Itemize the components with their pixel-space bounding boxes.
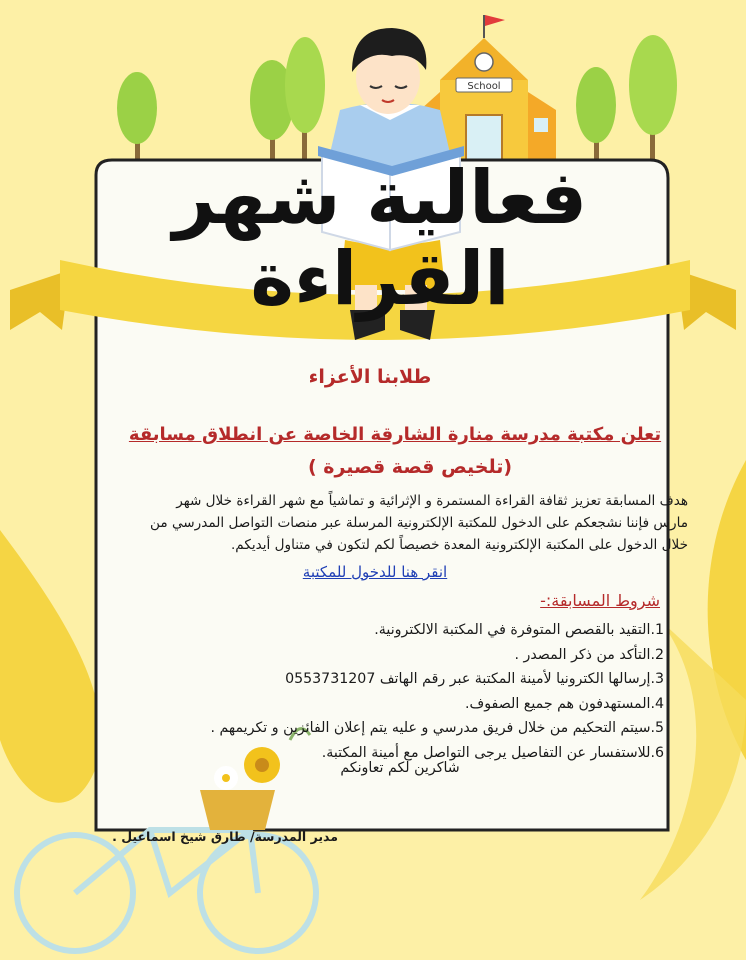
condition-item: 3.إرسالها الكترونيا لأمينة المكتبة عبر رقم الهاتف 0553731207 bbox=[285, 671, 664, 687]
signature: مدير المدرسة/ طارق شيخ اسماعيل . bbox=[112, 829, 338, 844]
announcement: تعلن مكتبة مدرسة منارة الشارقة الخاصة عن انطلاق مسابقة bbox=[128, 424, 662, 445]
competition-name: (تلخيص قصة قصيرة ) bbox=[307, 456, 513, 478]
ribbon-left-wave bbox=[0, 530, 101, 803]
conditions-title: شروط المسابقة:- bbox=[540, 591, 660, 610]
greeting: طلابنا الأعزاء bbox=[308, 366, 432, 388]
condition-item: 2.التأكد من ذكر المصدر . bbox=[514, 646, 664, 663]
school-sign: School bbox=[467, 81, 501, 92]
library-link[interactable]: انقر هنا للدخول للمكتبة bbox=[302, 563, 448, 581]
intro-line: هدف المسابقة تعزيز ثقافة القراءة المستمرة و الإثرائية و تماشياً مع شهر القراءة خلال شهر bbox=[176, 493, 688, 509]
intro-line: خلال الدخول على المكتبة الإلكترونية المعدة خصيصاً لكم لتكون في متناول أيديكم. bbox=[230, 537, 688, 553]
tree-icon bbox=[576, 35, 677, 165]
condition-item: 5.سيتم التحكيم من خلال فريق مدرسي و عليه يتم إعلان الفائزين و تكريمهم . bbox=[210, 720, 664, 736]
page-title: فعالية شهر القراءة bbox=[172, 155, 588, 323]
condition-item: 4.المستهدفون هم جميع الصفوف. bbox=[464, 695, 664, 712]
condition-item: 6.للاستفسار عن التفاصيل يرجى التواصل مع أمينة المكتبة. bbox=[321, 744, 664, 761]
tree-icon bbox=[117, 72, 157, 165]
thanks-note: شاكرين لكم تعاونكم bbox=[340, 760, 460, 776]
intro-paragraph bbox=[96, 490, 688, 556]
condition-item: 1.التقيد بالقصص المتوفرة في المكتبة الالكترونية. bbox=[374, 622, 664, 638]
intro-line: مارس فإننا نشجعكم على الدخول للمكتبة الإلكترونية المرسلة عبر منصات التواصل المدرسي من bbox=[150, 515, 688, 531]
conditions-list bbox=[150, 618, 664, 765]
tree-icon bbox=[250, 37, 325, 165]
